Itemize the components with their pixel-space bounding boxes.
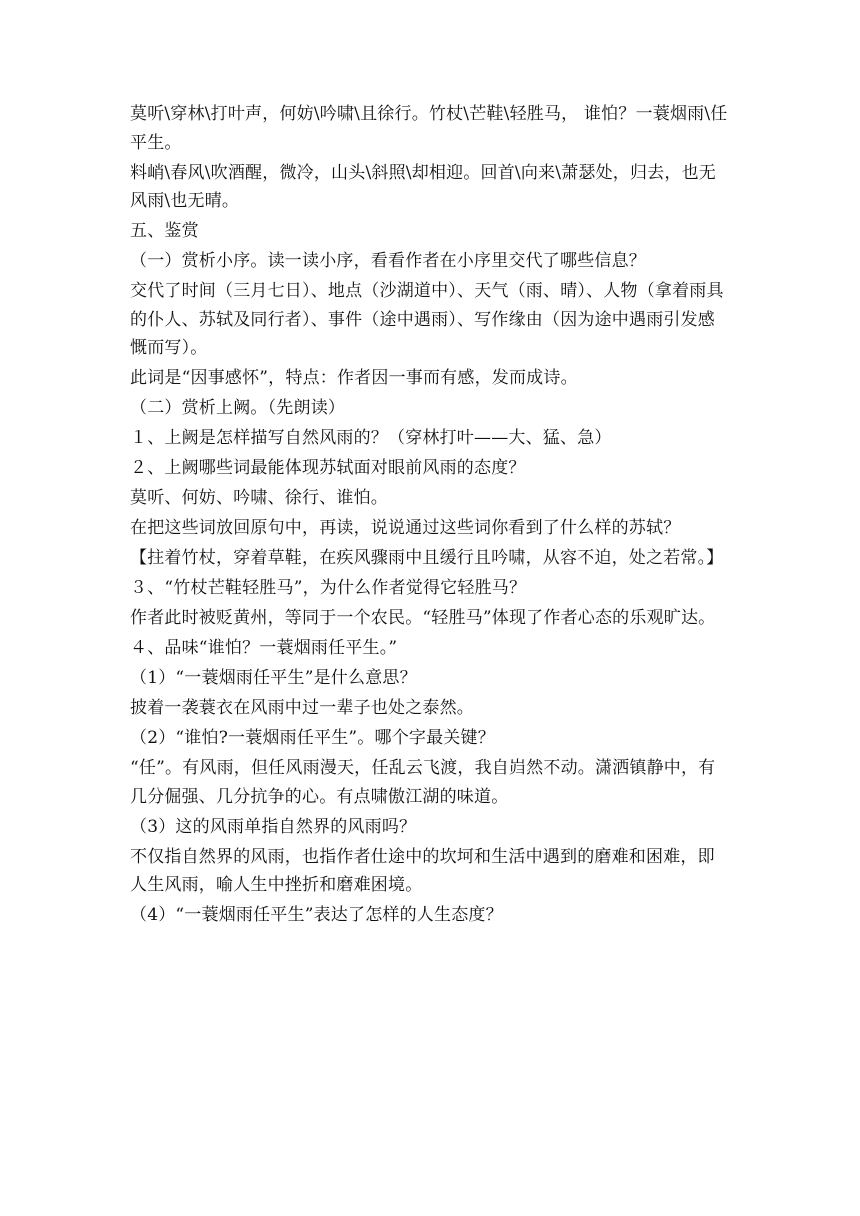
question-4-3: （3）这的风雨单指自然界的风雨吗？ [130,816,417,837]
poem-line-1: 莫听\穿林\打叶声，何妨\吟啸\且徐行。竹杖\芒鞋\轻胜马， 谁怕？一蓑烟雨\任平生。 [130,104,728,153]
document-body [130,100,730,931]
question-4-4: （4）“一蓑烟雨任平生”表达了怎样的人生态度？ [130,905,503,925]
question-4: ４、品味“谁怕？一蓑烟雨任平生。” [130,638,398,658]
preface-answer: 交代了时间（三月七日）、地点（沙湖道中）、天气（雨、晴）、人物（拿着雨具的仆人、苏轼及同行者）、事件（途中遇雨）、写作缘由（因为途中遇雨引发感慨而写）。 [130,281,724,358]
question-4-2: （2）“谁怕?一蓑烟雨任平生”。哪个字最关键？ [130,728,495,748]
answer-2-followup: 【拄着竹杖，穿着草鞋，在疾风骤雨中且缓行且吟啸，从容不迫，处之若常。】 [130,548,724,568]
preface-note: 此词是“因事感怀”，特点：作者因一事而有感，发而成诗。 [130,368,578,388]
question-1: １、上阙是怎样描写自然风雨的？（穿林打叶——大、猛、急） [130,428,612,448]
subsection-upper-stanza: （二）赏析上阙。（先朗读） [130,398,346,418]
question-2-followup: 在把这些词放回原句中，再读，说说通过这些词你看到了什么样的苏轼？ [130,518,681,538]
poem-line-2: 料峭\春风\吹酒醒，微冷，山头\斜照\却相迎。回首\向来\萧瑟处，归去，也无风雨\也无晴。 [130,162,716,211]
question-4-1: （1）“一蓑烟雨任平生”是什么意思？ [130,668,417,688]
section-heading-appreciation: 五、鉴赏 [130,221,199,241]
answer-4-1: 披着一袭蓑衣在风雨中过一辈子也处之泰然。 [130,698,474,718]
question-3: ３、“竹杖芒鞋轻胜马”，为什么作者觉得它轻胜马？ [130,578,527,598]
answer-3: 作者此时被贬黄州，等同于一个农民。“轻胜马”体现了作者心态的乐观旷达。 [130,608,716,628]
answer-2: 莫听、何妨、吟啸、徐行、谁怕。 [130,488,388,508]
question-2: ２、上阙哪些词最能体现苏轼面对眼前风雨的态度？ [130,458,526,478]
answer-4-3: 不仅指自然界的风雨，也指作者仕途中的坎坷和生活中遇到的磨难和困难，即人生风雨，喻人生中挫折和磨难困境。 [130,846,715,895]
answer-4-2: “任”。有风雨，但任风雨漫天，任乱云飞渡，我自岿然不动。潇洒镇静中，有几分倔强、几分抗争的心。有点啸傲江湖的味道。 [130,758,716,807]
subsection-preface-question: （一）赏析小序。读一读小序，看看作者在小序里交代了哪些信息？ [130,251,646,271]
